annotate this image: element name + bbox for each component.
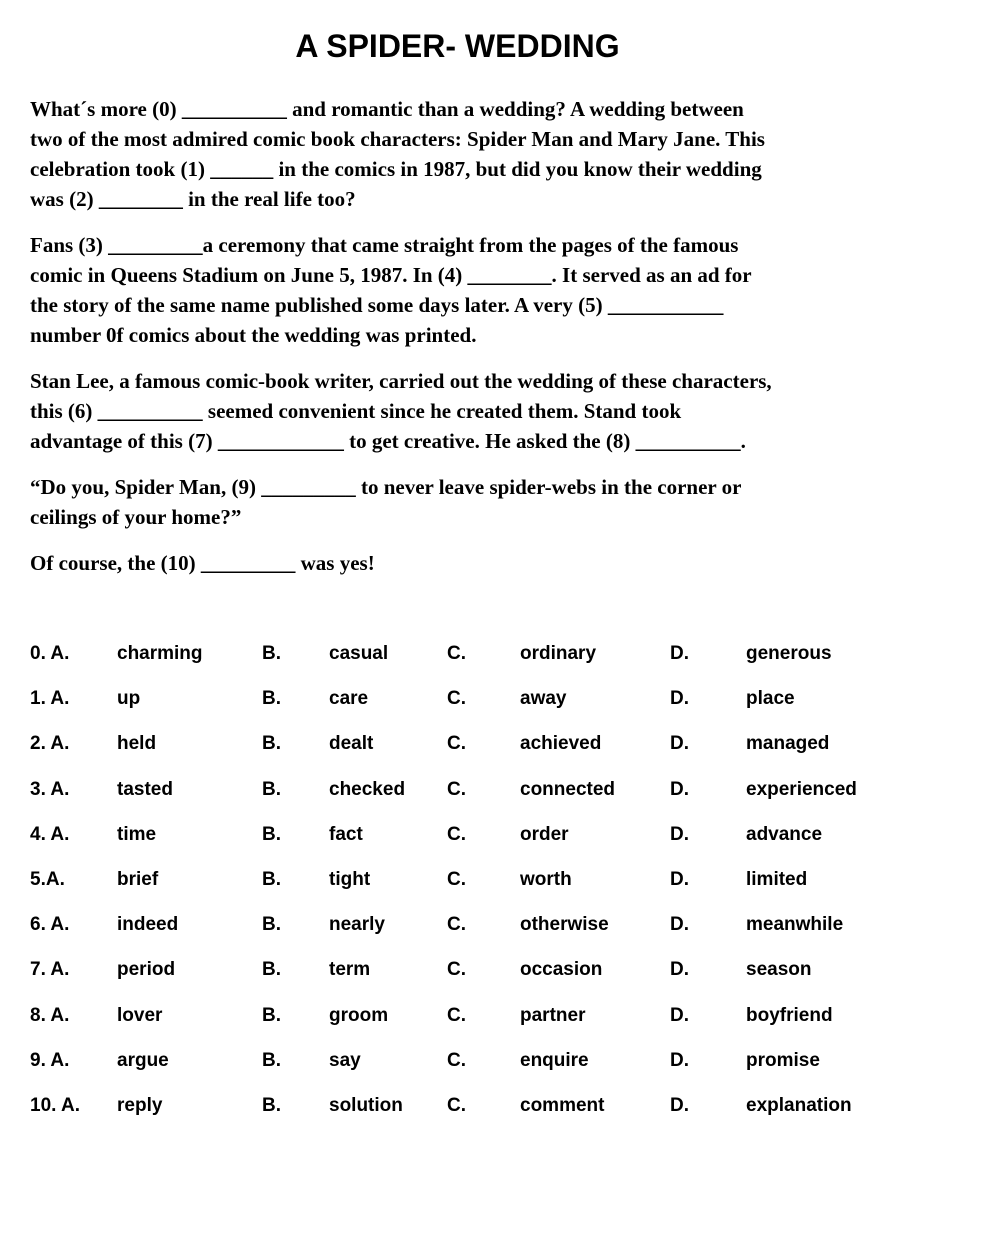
option-c: connected bbox=[520, 778, 616, 800]
option-a: lover bbox=[117, 1004, 163, 1026]
option-d: promise bbox=[746, 1049, 820, 1071]
paragraph bbox=[30, 472, 930, 532]
option-c: order bbox=[520, 823, 569, 845]
option-a: held bbox=[117, 733, 157, 755]
option-b-label: B. bbox=[262, 643, 281, 664]
text-line: comic in Queens Stadium on June 5, 1987. In (4) ________. It served as an ad for bbox=[30, 263, 752, 287]
text-line: the story of the same name published some days later. A very (5) ___________ bbox=[30, 293, 724, 317]
option-d: meanwhile bbox=[746, 914, 844, 936]
option-a: reply bbox=[117, 1094, 163, 1116]
option-b-label: B. bbox=[262, 914, 281, 936]
text-line: two of the most admired comic book characters: Spider Man and Mary Jane. This bbox=[30, 127, 765, 151]
option-d: experienced bbox=[746, 778, 857, 800]
option-d-label: D. bbox=[670, 688, 689, 710]
text-line: What´s more (0) __________ and romantic than a wedding? A wedding between bbox=[30, 97, 744, 121]
option-c-label: C. bbox=[447, 823, 466, 845]
option-b-label: B. bbox=[262, 1004, 281, 1026]
option-c: away bbox=[520, 688, 567, 710]
option-b: fact bbox=[329, 823, 363, 845]
option-c: worth bbox=[520, 868, 572, 890]
option-b-label: B. bbox=[262, 1049, 281, 1071]
option-c: enquire bbox=[520, 1049, 589, 1071]
option-c: partner bbox=[520, 1004, 586, 1026]
option-c-label: C. bbox=[447, 1004, 466, 1026]
option-b: nearly bbox=[329, 914, 385, 936]
option-c-label: C. bbox=[447, 778, 466, 800]
answer-options bbox=[0, 640, 981, 1137]
text-line: number 0f comics about the wedding was printed. bbox=[30, 323, 477, 347]
question-number: 4. A. bbox=[30, 823, 70, 845]
option-d: place bbox=[746, 688, 795, 710]
option-a: period bbox=[117, 959, 176, 981]
option-c-label: C. bbox=[447, 688, 466, 710]
option-d-label: D. bbox=[670, 643, 689, 664]
page-title: A SPIDER- WEDDING bbox=[295, 28, 620, 64]
option-b-label: B. bbox=[262, 733, 281, 755]
paragraph bbox=[30, 366, 930, 456]
option-d-label: D. bbox=[670, 1049, 689, 1071]
paragraph bbox=[30, 230, 930, 350]
question-number: 3. A. bbox=[30, 778, 70, 800]
paragraph bbox=[30, 548, 930, 578]
option-row bbox=[0, 685, 981, 730]
option-row bbox=[0, 956, 981, 1001]
text-line: Of course, the (10) _________ was yes! bbox=[30, 551, 375, 575]
option-d-label: D. bbox=[670, 823, 689, 845]
option-row bbox=[0, 640, 981, 685]
option-c: ordinary bbox=[520, 643, 597, 664]
question-number: 2. A. bbox=[30, 733, 70, 755]
cloze-text bbox=[30, 94, 930, 594]
option-row bbox=[0, 730, 981, 775]
option-a: up bbox=[117, 688, 141, 710]
option-d: limited bbox=[746, 868, 808, 890]
option-d-label: D. bbox=[670, 1094, 689, 1116]
option-row bbox=[0, 1092, 981, 1137]
text-line: Stan Lee, a famous comic-book writer, carried out the wedding of these characters, bbox=[30, 369, 772, 393]
question-number: 10. A. bbox=[30, 1094, 80, 1116]
option-a: indeed bbox=[117, 914, 179, 936]
question-number: 7. A. bbox=[30, 959, 70, 981]
option-a: argue bbox=[117, 1049, 169, 1071]
option-c-label: C. bbox=[447, 1094, 466, 1116]
option-row bbox=[0, 1002, 981, 1047]
option-b: term bbox=[329, 959, 371, 981]
option-b: dealt bbox=[329, 733, 374, 755]
option-b: checked bbox=[329, 778, 406, 800]
option-d-label: D. bbox=[670, 733, 689, 755]
question-number: 9. A. bbox=[30, 1049, 70, 1071]
option-c-label: C. bbox=[447, 914, 466, 936]
option-d-label: D. bbox=[670, 959, 689, 981]
text-line: was (2) ________ in the real life too? bbox=[30, 187, 356, 211]
option-d: boyfriend bbox=[746, 1004, 833, 1026]
option-d-label: D. bbox=[670, 778, 689, 800]
option-d: managed bbox=[746, 733, 830, 755]
text-line: ceilings of your home?” bbox=[30, 505, 242, 529]
option-d-label: D. bbox=[670, 868, 689, 890]
option-row bbox=[0, 911, 981, 956]
option-b-label: B. bbox=[262, 959, 281, 981]
option-a: charming bbox=[117, 643, 203, 664]
option-c: comment bbox=[520, 1094, 605, 1116]
option-row bbox=[0, 866, 981, 911]
option-d-label: D. bbox=[670, 914, 689, 936]
question-number: 5.A. bbox=[30, 868, 65, 890]
option-a: brief bbox=[117, 868, 159, 890]
option-c: achieved bbox=[520, 733, 602, 755]
option-c-label: C. bbox=[447, 1049, 466, 1071]
option-row bbox=[0, 1047, 981, 1092]
option-a: tasted bbox=[117, 778, 173, 800]
option-b-label: B. bbox=[262, 1094, 281, 1116]
question-number: 6. A. bbox=[30, 914, 70, 936]
option-b: groom bbox=[329, 1004, 389, 1026]
text-line: this (6) __________ seemed convenient since he created them. Stand took bbox=[30, 399, 682, 423]
option-b-label: B. bbox=[262, 688, 281, 710]
option-b: say bbox=[329, 1049, 361, 1071]
option-c-label: C. bbox=[447, 643, 466, 664]
option-a: time bbox=[117, 823, 157, 845]
option-b: casual bbox=[329, 643, 389, 664]
option-row bbox=[0, 821, 981, 866]
option-row bbox=[0, 776, 981, 821]
text-line: celebration took (1) ______ in the comics in 1987, but did you know their wedding bbox=[30, 157, 762, 181]
option-b-label: B. bbox=[262, 823, 281, 845]
option-b: care bbox=[329, 688, 369, 710]
option-d: generous bbox=[746, 643, 832, 664]
question-number: 8. A. bbox=[30, 1004, 70, 1026]
text-line: “Do you, Spider Man, (9) _________ to never leave spider-webs in the corner or bbox=[30, 475, 742, 499]
option-b: solution bbox=[329, 1094, 403, 1116]
option-c-label: C. bbox=[447, 959, 466, 981]
option-c-label: C. bbox=[447, 868, 466, 890]
option-c-label: C. bbox=[447, 733, 466, 755]
option-b-label: B. bbox=[262, 868, 281, 890]
option-c: occasion bbox=[520, 959, 603, 981]
option-d-label: D. bbox=[670, 1004, 689, 1026]
question-number: 1. A. bbox=[30, 688, 70, 710]
option-d: advance bbox=[746, 823, 823, 845]
question-number: 0. A. bbox=[30, 643, 70, 664]
paragraph bbox=[30, 94, 930, 214]
option-c: otherwise bbox=[520, 914, 609, 936]
option-d: explanation bbox=[746, 1094, 852, 1116]
text-line: advantage of this (7) ____________ to get creative. He asked the (8) __________. bbox=[30, 429, 746, 453]
text-line: Fans (3) _________a ceremony that came straight from the pages of the famous bbox=[30, 233, 739, 257]
option-d: season bbox=[746, 959, 812, 981]
option-b-label: B. bbox=[262, 778, 281, 800]
option-b: tight bbox=[329, 868, 371, 890]
